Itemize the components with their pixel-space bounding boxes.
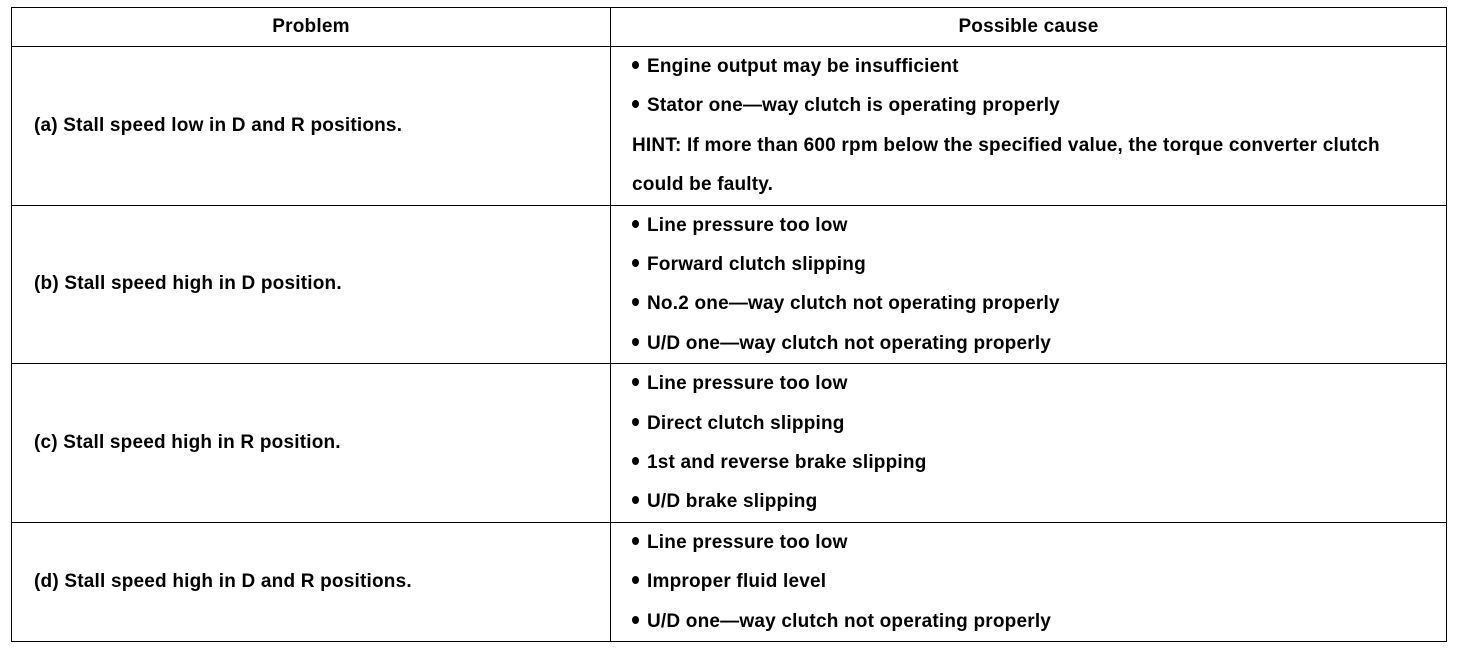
bullet-icon — [632, 418, 639, 426]
troubleshooting-table — [11, 7, 1447, 642]
header-row — [12, 8, 1447, 47]
problem-cell: (a) Stall speed low in D and R positions. — [12, 47, 611, 206]
cause-text: No.2 one—way clutch not operating properly — [647, 293, 1060, 315]
cause-text: 1st and reverse brake slipping — [647, 451, 927, 473]
hint-note: HINT: If more than 600 rpm below the specified value, the torque converter clutch could be faulty. — [632, 134, 1380, 196]
table-row — [12, 364, 1447, 523]
cause-item — [632, 404, 1434, 443]
cause-text: Line pressure too low — [647, 214, 848, 236]
bullet-icon — [632, 100, 639, 108]
cause-column-header: Possible cause — [611, 8, 1447, 47]
bullet-icon — [632, 338, 639, 346]
cause-item — [632, 86, 1434, 125]
problem-cell: (b) Stall speed high in D position. — [12, 205, 611, 364]
cause-item — [632, 364, 1434, 403]
bullet-icon — [632, 537, 639, 545]
cause-text: Forward clutch slipping — [647, 253, 866, 275]
bullet-icon — [632, 298, 639, 306]
bullet-icon — [632, 457, 639, 465]
cause-cell — [611, 364, 1447, 523]
bullet-icon — [632, 220, 639, 228]
cause-item — [632, 562, 1434, 601]
cause-item — [632, 324, 1434, 363]
bullet-icon — [632, 259, 639, 267]
cause-item — [632, 443, 1434, 482]
cause-cell — [611, 47, 1447, 206]
cause-text: Line pressure too low — [647, 373, 848, 395]
problem-column-header: Problem — [12, 8, 611, 47]
cause-text: U/D one—way clutch not operating properly — [647, 332, 1052, 354]
cause-item — [632, 206, 1434, 245]
cause-item — [632, 602, 1434, 641]
cause-text: Direct clutch slipping — [647, 412, 845, 434]
cause-item — [632, 482, 1434, 521]
bullet-icon — [632, 378, 639, 386]
bullet-icon — [632, 496, 639, 504]
cause-cell — [611, 205, 1447, 364]
cause-item — [632, 523, 1434, 562]
bullet-icon — [632, 576, 639, 584]
cause-item — [632, 284, 1434, 323]
problem-cell: (d) Stall speed high in D and R positions. — [12, 522, 611, 641]
table-row — [12, 522, 1447, 641]
cause-text: U/D one—way clutch not operating properly — [647, 610, 1052, 632]
bullet-icon — [632, 616, 639, 624]
cause-text: Stator one—way clutch is operating properly — [647, 95, 1060, 117]
problem-cell: (c) Stall speed high in R position. — [12, 364, 611, 523]
cause-item — [632, 47, 1434, 86]
cause-text: U/D brake slipping — [647, 491, 818, 513]
cause-cell — [611, 522, 1447, 641]
cause-text: Line pressure too low — [647, 531, 848, 553]
cause-text: Engine output may be insufficient — [647, 56, 959, 77]
table-row — [12, 47, 1447, 206]
cause-text: Improper fluid level — [647, 571, 827, 593]
table-row — [12, 205, 1447, 364]
cause-item — [632, 245, 1434, 284]
bullet-icon — [632, 61, 639, 69]
